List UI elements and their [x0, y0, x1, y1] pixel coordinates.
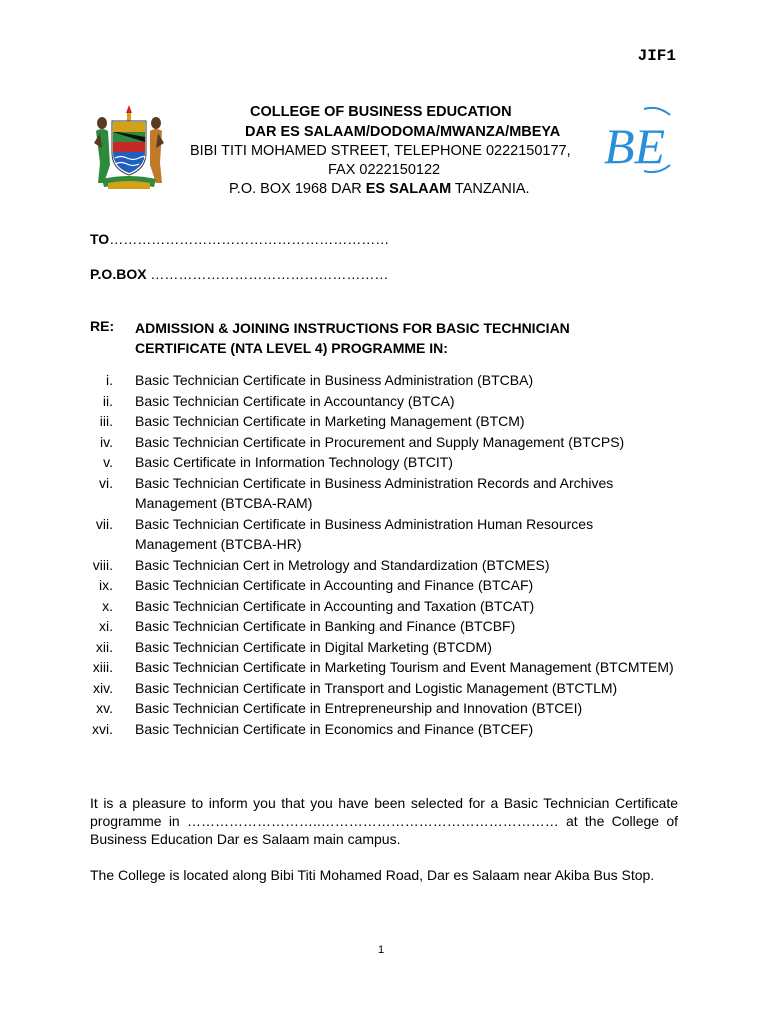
programme-title: Basic Technician Certificate in Business Administration (BTCBA): [135, 372, 534, 388]
programme-number: vi.: [99, 474, 113, 491]
programme-title: Basic Technician Certificate in Marketing Tourism and Event Management (BTCMTEM): [135, 659, 674, 675]
programme-title: Basic Technician Certificate in Business Administration Records and Archives Management (BTCBA-RAM): [135, 474, 614, 511]
programme-item: [0, 698, 768, 719]
pobox-dots: ……………………………………………: [146, 266, 389, 282]
pobox-field: [90, 266, 388, 282]
coat-of-arms-icon: [88, 103, 170, 191]
re-subject: ADMISSION & JOINING INSTRUCTIONS FOR BASIC TECHNICIAN CERTIFICATE (NTA LEVEL 4) PROGRAMME IN:: [135, 320, 570, 356]
campus-list: DAR ES SALAAM/DODOMA/MWANZA/MBEYA: [245, 124, 561, 140]
programme-title: Basic Technician Certificate in Digital Marketing (BTCDM): [135, 638, 492, 655]
document-code: JIF1: [637, 47, 676, 65]
programme-title: Basic Technician Certificate in Business Administration Human Resources Management (BTCBA-HR): [135, 515, 594, 552]
pobox-label: P.O.BOX: [90, 266, 147, 282]
page-number: 1: [378, 944, 385, 956]
programme-title: Basic Technician Certificate in Transport and Logistic Management (BTCTLM): [135, 679, 618, 696]
programme-item: [0, 637, 768, 658]
programme-title: Basic Technician Certificate in Accounting and Taxation (BTCAT): [135, 597, 535, 614]
to-label: TO: [90, 231, 110, 247]
selection-paragraph: It is a pleasure to inform you that you have been selected for a Basic Technician Certificate programme in ………………………..…………………………………………… at the College of Business Education Dar es Salaam main campus.: [90, 795, 678, 847]
programme-item: [0, 411, 768, 432]
programme-item: [0, 596, 768, 617]
college-logo-icon: [600, 103, 682, 175]
programme-title: Basic Technician Certificate in Economics and Finance (BTCEF): [135, 720, 534, 737]
address-line: BIBI TITI MOHAMED STREET, TELEPHONE 0222150177,: [190, 143, 571, 159]
programme-number: iv.: [100, 433, 113, 450]
programme-number: xvi.: [92, 720, 113, 737]
programme-number: x.: [102, 597, 113, 614]
po-box-city: ES SALAAM: [365, 181, 452, 197]
programme-item: [0, 678, 768, 699]
programme-number: viii.: [92, 556, 113, 573]
programme-item: [0, 657, 768, 678]
programme-title: Basic Technician Certificate in Marketing Management (BTCM): [135, 413, 525, 429]
programme-number: ix.: [99, 577, 113, 593]
programme-title: Basic Certificate in Information Technology (BTCIT): [135, 454, 453, 470]
programme-item: [0, 370, 768, 391]
programme-title: Basic Technician Certificate in Accountancy (BTCA): [135, 392, 455, 409]
programme-number: ii.: [102, 392, 113, 409]
programme-item: [0, 575, 768, 596]
programme-item: [0, 719, 768, 740]
programme-title: Basic Technician Cert in Metrology and Standardization (BTCMES): [135, 556, 550, 573]
fax-line: FAX 0222150122: [328, 162, 441, 178]
programme-number: i.: [106, 372, 113, 388]
programme-item: [0, 616, 768, 637]
po-box-prefix: P.O. BOX 1968 DAR: [229, 181, 366, 197]
programme-item: [0, 473, 768, 514]
to-dots: ……………………………………………………: [109, 231, 390, 247]
programme-number: xiv.: [93, 679, 113, 696]
programme-number: v.: [103, 454, 113, 470]
programme-list: [0, 370, 768, 739]
programme-number: iii.: [99, 413, 113, 429]
logo-text: BE: [604, 118, 666, 174]
programme-number: xi.: [99, 618, 113, 634]
programme-number: vii.: [95, 515, 113, 532]
programme-item: [0, 555, 768, 576]
programme-item: [0, 452, 768, 473]
programme-title: Basic Technician Certificate in Banking and Finance (BTCBF): [135, 618, 516, 634]
programme-item: [0, 432, 768, 453]
to-field: [90, 231, 389, 247]
programme-title: Basic Technician Certificate in Entrepreneurship and Innovation (BTCEI): [135, 700, 583, 716]
programme-number: xii.: [95, 638, 113, 655]
re-label: RE:: [90, 318, 115, 334]
college-name: COLLEGE OF BUSINESS EDUCATION: [250, 104, 512, 120]
location-paragraph: The College is located along Bibi Titi Mohamed Road, Dar es Salaam near Akiba Bus Stop.: [90, 867, 655, 883]
programme-item: [0, 514, 768, 555]
po-box-suffix: TANZANIA.: [451, 181, 530, 197]
programme-title: Basic Technician Certificate in Accounting and Finance (BTCAF): [135, 577, 534, 593]
programme-item: [0, 391, 768, 412]
programme-number: xv.: [96, 700, 113, 716]
programme-title: Basic Technician Certificate in Procurement and Supply Management (BTCPS): [135, 433, 625, 450]
programme-number: xiii.: [92, 659, 113, 675]
po-box-line: [229, 180, 530, 200]
